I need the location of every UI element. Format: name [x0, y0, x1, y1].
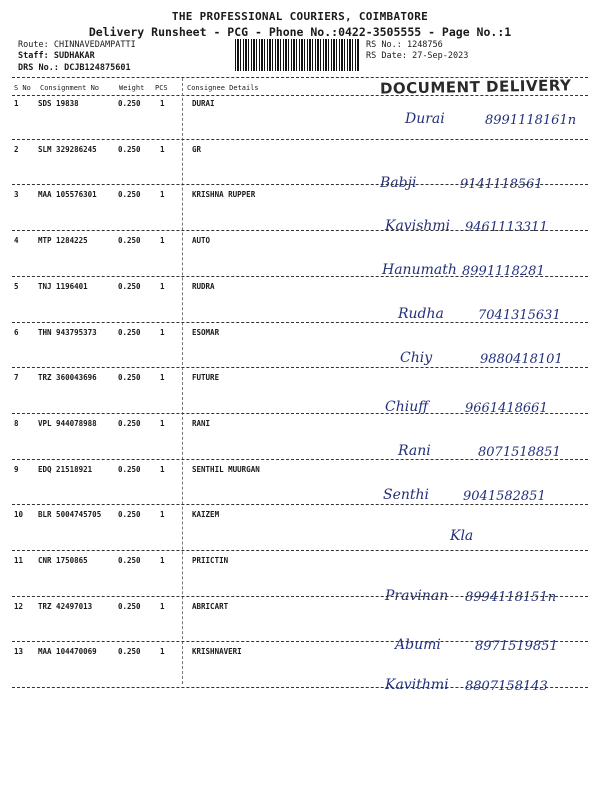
row-separator: [12, 550, 588, 551]
row-weight: 0.250: [118, 647, 141, 657]
row-weight: 0.250: [118, 144, 141, 154]
row-sno: 11: [14, 556, 24, 565]
row-pcs: 1: [160, 556, 165, 565]
drs-label: DRS No.:: [18, 63, 59, 73]
row-consignment: CNR 1750865: [38, 556, 88, 565]
row-consignment: TRZ 360043696: [38, 373, 97, 383]
row-consignment: TNJ 1196401: [38, 281, 88, 291]
staff-value: SUDHAKAR: [53, 51, 95, 61]
row-consignee: ESOMAR: [192, 327, 220, 337]
row-weight: 0.250: [118, 464, 141, 474]
rs-no-label: RS No.:: [366, 40, 402, 50]
row-sno: 5: [14, 281, 19, 291]
row-sno: 3: [14, 190, 19, 200]
recipient-phone-handwritten: 8991118161n: [485, 113, 577, 128]
row-consignment: SLM 329286245: [38, 144, 97, 154]
staff-label: Staff:: [18, 51, 49, 61]
col-sno: S No: [14, 84, 31, 92]
route-line: [18, 40, 136, 50]
row-sno: 9: [14, 464, 19, 474]
row-weight: 0.250: [118, 373, 141, 383]
row-pcs: 1: [160, 236, 165, 246]
row-weight: 0.250: [118, 236, 141, 246]
row-separator: [12, 184, 588, 185]
recipient-signature: Hanumath: [382, 262, 457, 279]
row-separator: [12, 413, 588, 414]
row-consignment: TRZ 42497013: [38, 601, 93, 611]
recipient-phone-handwritten: 8807158143: [465, 679, 548, 695]
row-consignment: MTP 1284225: [38, 236, 88, 246]
col-pcs: PCS: [155, 84, 168, 92]
row-consignment: MAA 104470069: [38, 647, 97, 657]
row-weight: 0.250: [118, 190, 141, 200]
recipient-signature: Chiy: [400, 349, 433, 366]
row-pcs: 1: [160, 281, 165, 291]
row-consignment: THN 943795373: [38, 327, 97, 337]
row-separator: [12, 596, 588, 597]
recipient-signature: Kavithmi: [385, 677, 449, 694]
row-consignment: SDS 19838: [38, 99, 79, 108]
document-delivery-stamp: DOCUMENT DELIVERY: [379, 76, 572, 98]
row-separator: [12, 459, 588, 460]
recipient-signature: Senthi: [383, 486, 430, 503]
row-consignee: AUTO: [192, 236, 211, 246]
recipient-signature: Pravinan: [385, 588, 449, 604]
row-sno: 2: [14, 144, 19, 154]
recipient-phone-handwritten: 7041315631: [478, 307, 561, 323]
row-consignment: EDQ 21518921: [38, 464, 93, 474]
recipient-phone-handwritten: 8994118151n: [465, 590, 557, 605]
row-consignee: SENTHIL MUURGAN: [192, 464, 260, 474]
staff-line: [18, 51, 95, 61]
row-consignee: PRIICTIN: [192, 556, 229, 565]
row-separator: [12, 139, 588, 140]
recipient-signature: Kavishmi: [385, 218, 451, 235]
row-pcs: 1: [160, 144, 165, 154]
row-weight: 0.250: [118, 510, 141, 520]
row-pcs: 1: [160, 510, 165, 520]
row-pcs: 1: [160, 464, 165, 474]
col-consignee: Consignee Details: [187, 84, 259, 92]
row-pcs: 1: [160, 327, 165, 337]
row-sno: 13: [14, 647, 24, 657]
col-weight: Weight: [119, 84, 145, 92]
row-consignee: DURAI: [192, 99, 215, 108]
recipient-phone-handwritten: 8071518851: [478, 444, 561, 460]
drs-line: [18, 63, 131, 73]
recipient-phone-handwritten: 9880418101: [480, 351, 563, 367]
row-separator: [12, 322, 588, 323]
rs-no-line: [366, 40, 443, 50]
recipient-signature: Chiuff: [385, 399, 429, 416]
row-weight: 0.250: [118, 99, 141, 108]
drs-value: DCJB124875601: [64, 63, 131, 73]
row-weight: 0.250: [118, 281, 141, 291]
row-pcs: 1: [160, 99, 165, 108]
row-sno: 8: [14, 418, 19, 428]
row-separator: [12, 641, 588, 642]
row-consignee: RUDRA: [192, 281, 215, 291]
column-divider: [182, 78, 184, 684]
recipient-signature: Rani: [398, 442, 431, 459]
row-consignee: KRISHNAVERI: [192, 647, 242, 657]
row-pcs: 1: [160, 647, 165, 657]
row-pcs: 1: [160, 601, 165, 611]
row-pcs: 1: [160, 418, 165, 428]
rs-date-line: [366, 51, 468, 61]
row-weight: 0.250: [118, 556, 141, 565]
row-consignment: BLR 5004745705: [38, 510, 102, 520]
row-consignee: KAIZEM: [192, 510, 220, 520]
row-sno: 4: [14, 236, 19, 246]
col-consignment: Consignment No: [40, 84, 100, 92]
recipient-phone-handwritten: 8991118281: [462, 264, 545, 280]
recipient-phone-handwritten: 8971519851: [475, 638, 558, 654]
row-consignment: MAA 105576301: [38, 190, 97, 200]
rs-no-value: 1248756: [406, 40, 443, 50]
row-consignment: VPL 944078988: [38, 418, 97, 428]
row-weight: 0.250: [118, 601, 141, 611]
recipient-signature: Babji: [380, 174, 417, 191]
recipient-signature: Abumi: [395, 636, 441, 653]
barcode: [235, 39, 360, 71]
runsheet-subtitle: Delivery Runsheet - PCG - Phone No.:0422-3505555 - Page No.:1: [88, 25, 512, 39]
row-sno: 7: [14, 373, 19, 383]
recipient-signature: Kla: [450, 528, 474, 545]
recipient-phone-handwritten: 9141118561: [460, 176, 543, 192]
row-weight: 0.250: [118, 327, 141, 337]
row-separator: [12, 276, 588, 277]
recipient-phone-handwritten: 9661418661: [465, 401, 548, 417]
row-sno: 10: [14, 510, 24, 520]
row-sno: 12: [14, 601, 24, 611]
rs-date-value: 27-Sep-2023: [412, 51, 469, 61]
row-separator: [12, 230, 588, 231]
row-consignee: KRISHNA RUPPER: [192, 190, 256, 200]
route-label: Route:: [18, 40, 49, 50]
row-consignee: RANI: [192, 418, 211, 428]
row-consignee: GR: [192, 144, 202, 154]
recipient-signature: Rudha: [398, 305, 444, 322]
row-pcs: 1: [160, 373, 165, 383]
company-name: THE PROFESSIONAL COURIERS, COIMBATORE: [171, 10, 429, 23]
row-pcs: 1: [160, 190, 165, 200]
row-separator: [12, 367, 588, 368]
route-value: CHINNAVEDAMPATTI: [53, 40, 136, 50]
row-consignee: ABRICART: [192, 601, 229, 611]
rs-date-label: RS Date:: [366, 51, 407, 61]
row-separator: [12, 504, 588, 505]
row-sno: 1: [14, 99, 19, 108]
recipient-phone-handwritten: 9461113311: [465, 220, 548, 236]
recipient-signature: Durai: [405, 111, 445, 127]
row-consignee: FUTURE: [192, 373, 220, 383]
row-separator: [12, 687, 588, 688]
row-weight: 0.250: [118, 418, 141, 428]
recipient-phone-handwritten: 9041582851: [463, 488, 546, 504]
row-sno: 6: [14, 327, 19, 337]
